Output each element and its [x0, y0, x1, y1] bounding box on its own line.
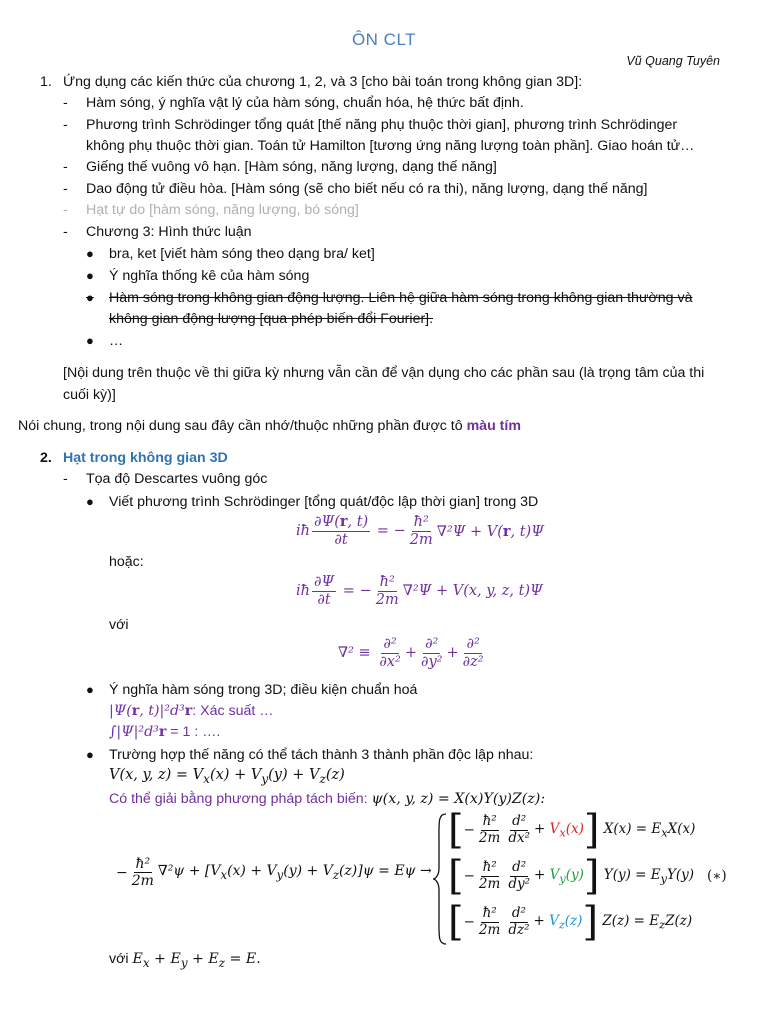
probability-line: |Ψ(r, t)|²d³r: Xác suất …: [109, 703, 274, 719]
sub-item: Trường hợp thế năng có thể tách thành 3 thành phần độc lập nhau:: [109, 747, 534, 763]
general-note-text: Nói chung, trong nội dung sau đây cần nhớ/thuộc những phần được tô: [18, 418, 467, 434]
equation-star-label: (∗): [706, 868, 727, 884]
general-note: [18, 418, 521, 434]
separated-equation-x: [ − $\frac{\text{ħ²}}{2m}$ $\frac{\text{d²}}{\text{dx²}}$ + $V_x(x)$ ] $X(x) = E_xX(x)$: [448, 807, 696, 853]
sub-item: …: [109, 333, 124, 349]
dash-icon: -: [63, 224, 68, 240]
list-item-continued: không phụ thuộc thời gian. Toán tử Hamilton [tương ứng năng lượng toàn phần]. Giao hoán tử…: [86, 138, 695, 154]
bullet-dot-icon: ●: [86, 494, 94, 509]
bullet-dot-icon: ●: [86, 246, 94, 261]
bullet-dot-icon: ●: [86, 682, 94, 697]
laplacian-definition: ∇² ≡ $\frac{\text{∂²}}{\text{∂x²}}$ + $\frac{\text{∂²}}{\text{∂y²}}$ + $\frac{\text{∂²}}{\text{∂z²}}$: [338, 636, 484, 670]
dash-icon: -: [63, 117, 68, 133]
dash-icon: -: [63, 181, 68, 197]
list-item: Giếng thế vuông vô hạn. [Hàm sóng, năng lượng, dạng thế năng]: [86, 159, 497, 175]
bullet-dot-icon: ●: [86, 747, 94, 762]
note-line: cuối kỳ)]: [63, 387, 116, 403]
list-item: Dao động tử điều hòa. [Hàm sóng (sẽ cho biết nếu có ra thi), năng lượng, dạng thế năng]: [86, 181, 648, 197]
list-item: Tọa độ Descartes vuông góc: [86, 471, 268, 487]
energy-sum-line: với $E_x + E_y + E_z = E$.: [109, 951, 261, 970]
sub-item: bra, ket [viết hàm sóng theo dạng bra/ ket]: [109, 246, 375, 262]
bullet-dot-icon: ●: [86, 333, 94, 348]
list-item: Phương trình Schrödinger tổng quát [thế năng phụ thuộc thời gian], phương trình Schrödinger: [86, 117, 678, 133]
section-1-heading: Ứng dụng các kiến thức của chương 1, 2, và 3 [cho bài toán trong không gian 3D]:: [63, 74, 583, 90]
curly-brace-icon: [432, 812, 448, 946]
potential-separation: V(x, y, $z) = V_x(x) + V_y(y) + V_z(z)$: [109, 767, 345, 786]
section-1-number: 1.: [40, 74, 52, 90]
section-2-number: 2.: [40, 450, 52, 466]
sub-item: Ý nghĩa hàm sóng trong 3D; điều kiện chuẩn hoá: [109, 682, 418, 698]
separated-equation-z: [ − $\frac{\text{ħ²}}{2m}$ $\frac{\text{d²}}{\text{dz²}}$ + $V_z(z)$ ] $Z(z) = E_zZ(z)$: [448, 899, 693, 945]
schrodinger-equation-vector: iħ $\frac{\partial\Psi(r, t)}{\partial t}$ = − $\frac{\text{ħ²}}{2m}$ ∇²Ψ + V(r, t)Ψ: [296, 513, 544, 548]
bullet-dot-icon: ●: [86, 268, 94, 283]
with-label: với: [109, 617, 129, 633]
dash-icon: -: [63, 471, 68, 487]
schrodinger-equation-xyz: iħ $\frac{\partial\Psi}{\partial t}$ = − $\frac{\text{ħ²}}{2m}$ ∇²Ψ + V(x, y, z, t)Ψ: [296, 574, 543, 608]
separation-method-line: Có thể giải bằng phương pháp tách biến: ψ(x, y, z) = X(x)Y(y)Z(z):: [109, 791, 546, 807]
list-item-disabled: Hạt tự do [hàm sóng, năng lượng, bó sóng]: [86, 202, 359, 218]
list-item: Chương 3: Hình thức luận: [86, 224, 252, 240]
note-line: [Nội dung trên thuộc về thi giữa kỳ nhưng vẫn cần để vận dụng cho các phần sau (là trọng tâm của thi: [63, 365, 705, 381]
separated-equation-y: [ − $\frac{\text{ħ²}}{2m}$ $\frac{\text{d²}}{\text{dy²}}$ + $V_y(y)$ ] $Y(y) = E_yY(y)$ (∗): [448, 853, 727, 899]
section-2-heading: Hạt trong không gian 3D: [63, 450, 228, 466]
bullet-dot-icon: ●: [86, 290, 94, 305]
dash-icon: -: [63, 95, 68, 111]
normalization-text: = 1 : ….: [170, 724, 221, 740]
author-name: Vũ Quang Tuyên: [626, 54, 720, 68]
normalization-line: ∫|Ψ|²d³r = 1 : ….: [109, 724, 221, 740]
page-title: ÔN CLT: [351, 30, 417, 49]
final-with-label: với: [109, 951, 129, 967]
sub-item-struck: Hàm sóng trong không gian động lượng. Liên hệ giữa hàm sóng trong không gian thường và: [109, 290, 693, 306]
sub-item: Ý nghĩa thống kê của hàm sóng: [109, 268, 310, 284]
hamiltonian-equation: − $\frac{\text{ħ²}}{2m}$ $\nabla^2\psi + [V_x(x) + V_y(y) + V_z(z)]\psi = E\psi$ →: [116, 856, 432, 890]
sub-item: Viết phương trình Schrödinger [tổng quát/độc lập thời gian] trong 3D: [109, 494, 539, 510]
dash-icon: -: [63, 159, 68, 175]
probability-text: : Xác suất …: [192, 703, 274, 719]
or-label: hoặc:: [109, 554, 144, 570]
separation-method-text: Có thể giải bằng phương pháp tách biến:: [109, 791, 372, 807]
dash-icon: -: [63, 202, 68, 218]
highlight-text: màu tím: [466, 418, 521, 434]
list-item: Hàm sóng, ý nghĩa vật lý của hàm sóng, chuẩn hóa, hệ thức bất định.: [86, 95, 524, 111]
sub-item-struck-continued: không gian động lượng [qua phép biến đổi Fourier].: [109, 311, 434, 327]
